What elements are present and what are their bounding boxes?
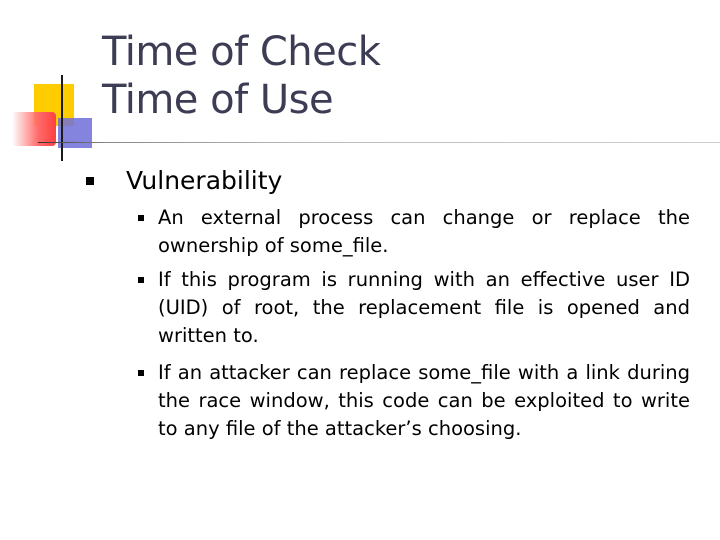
sub-bullet-marker (138, 215, 144, 221)
title-line-1: Time of Check (102, 29, 381, 75)
slide-title (102, 28, 380, 124)
sub-bullet-marker (138, 277, 144, 283)
sub-bullet-marker (138, 370, 144, 376)
sub-bullet-3: If an attacker can replace some_file with a link during the race window, this code can be exploited to write to any file of the attacker’s choosing. (158, 361, 690, 440)
title-divider (38, 142, 720, 143)
sub-bullet-2: If this program is running with an effective user ID (UID) of root, the replacement file is opened and written to. (158, 268, 690, 347)
title-line-2: Time of Use (102, 77, 334, 123)
sub-bullet-1: An external process can change or replace the ownership of some_file. (158, 206, 690, 257)
decor-vertical-line (61, 75, 63, 161)
bullet-vulnerability: Vulnerability (126, 166, 283, 195)
bullet-marker (86, 177, 94, 185)
decor-blue-square (58, 118, 92, 148)
decor-red-square (12, 112, 56, 146)
